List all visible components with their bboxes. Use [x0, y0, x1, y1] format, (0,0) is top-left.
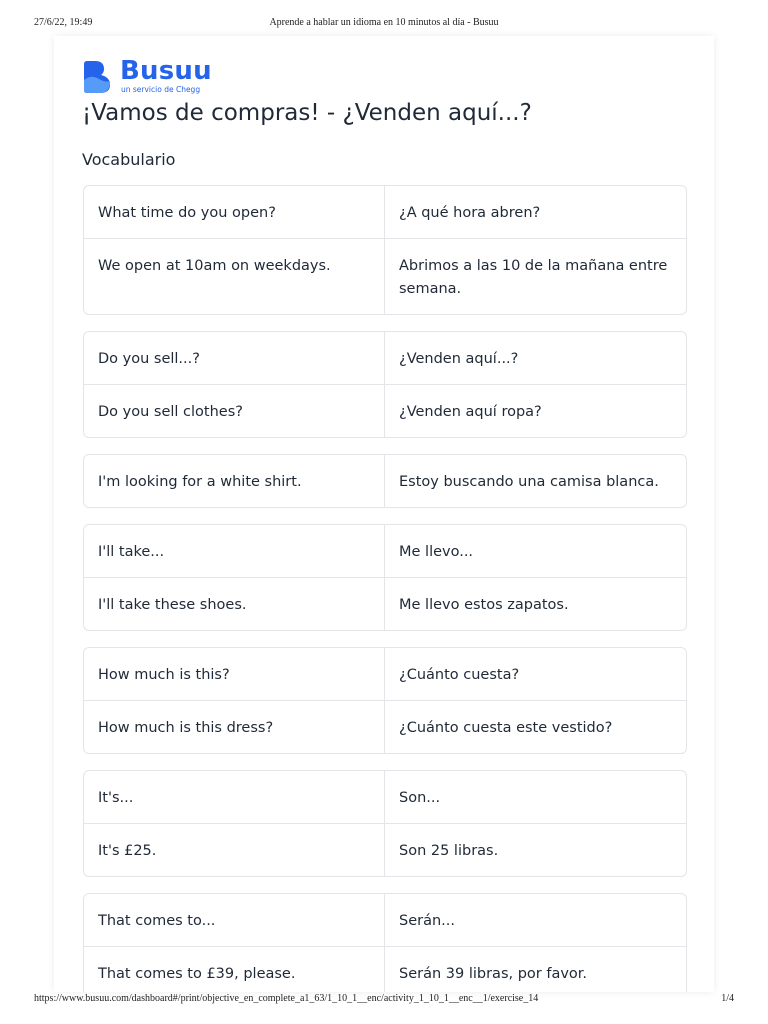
english-phrase: How much is this dress?: [84, 701, 385, 753]
spanish-phrase: Me llevo...: [399, 544, 474, 560]
vocabulary-group: [83, 185, 687, 315]
vocabulary-row: [84, 700, 686, 753]
print-date: 27/6/22, 19:49: [34, 17, 93, 28]
spanish-phrase: ¿Cuánto cuesta?: [399, 667, 520, 683]
spanish-phrase: Son 25 libras.: [399, 843, 499, 859]
vocabulary-row: [84, 332, 686, 384]
vocabulary-row: [84, 186, 686, 238]
vocabulary-row: [84, 648, 686, 700]
vocabulary-row: [84, 894, 686, 946]
worksheet: [54, 36, 714, 992]
spanish-phrase: Son...: [399, 790, 441, 806]
spanish-phrase: ¿Venden aquí...?: [399, 351, 519, 367]
english-phrase: Do you sell clothes?: [84, 385, 385, 437]
vocabulary-row: [84, 946, 686, 992]
vocabulary-list: [83, 185, 687, 992]
print-page-title: Aprende a hablar un idioma en 10 minutos al día - Busuu: [269, 17, 499, 28]
spanish-phrase: Serán 39 libras, por favor.: [399, 966, 588, 982]
english-phrase: How much is this?: [84, 648, 385, 700]
vocabulary-group: [83, 893, 687, 992]
busuu-tagline: un servicio de Chegg: [121, 85, 201, 94]
spanish-phrase: ¿Cuánto cuesta este vestido?: [399, 720, 613, 736]
english-phrase: That comes to...: [84, 894, 385, 946]
vocabulary-row: [84, 384, 686, 437]
busuu-wordmark: Busuu: [120, 56, 212, 86]
print-footer: [0, 993, 768, 1007]
print-header: [0, 17, 768, 31]
vocabulary-group: [83, 331, 687, 438]
english-phrase: What time do you open?: [84, 186, 385, 238]
spanish-phrase: ¿A qué hora abren?: [399, 205, 541, 221]
english-phrase: I'll take these shoes.: [84, 578, 385, 630]
vocabulary-group: [83, 770, 687, 877]
english-phrase: That comes to £39, please.: [84, 947, 385, 992]
print-url: https://www.busuu.com/dashboard#/print/objective_en_complete_a1_63/1_10_1__enc/activity_1_10_1__enc__1/exercise_14: [34, 993, 539, 1004]
vocabulary-group: [83, 454, 687, 508]
page-title: ¡Vamos de compras! - ¿Venden aquí...?: [82, 100, 532, 126]
vocabulary-row: [84, 823, 686, 876]
busuu-logo: [82, 58, 242, 98]
vocabulary-row: [84, 238, 686, 314]
vocabulary-row: [84, 455, 686, 507]
section-title: Vocabulario: [82, 150, 176, 169]
english-phrase: We open at 10am on weekdays.: [84, 239, 385, 314]
vocabulary-row: [84, 525, 686, 577]
busuu-logo-icon: [82, 60, 112, 94]
vocabulary-group: [83, 647, 687, 754]
vocabulary-row: [84, 577, 686, 630]
english-phrase: It's...: [84, 771, 385, 823]
spanish-phrase: ¿Venden aquí ropa?: [399, 404, 542, 420]
page-number: 1/4: [721, 993, 734, 1004]
spanish-phrase: Me llevo estos zapatos.: [399, 597, 569, 613]
vocabulary-row: [84, 771, 686, 823]
english-phrase: I'm looking for a white shirt.: [84, 455, 385, 507]
english-phrase: It's £25.: [84, 824, 385, 876]
spanish-phrase: Serán...: [399, 913, 455, 929]
spanish-phrase: Estoy buscando una camisa blanca.: [399, 474, 659, 490]
vocabulary-group: [83, 524, 687, 631]
spanish-phrase: Abrimos a las 10 de la mañana entre semana.: [399, 258, 668, 297]
english-phrase: I'll take...: [84, 525, 385, 577]
english-phrase: Do you sell...?: [84, 332, 385, 384]
